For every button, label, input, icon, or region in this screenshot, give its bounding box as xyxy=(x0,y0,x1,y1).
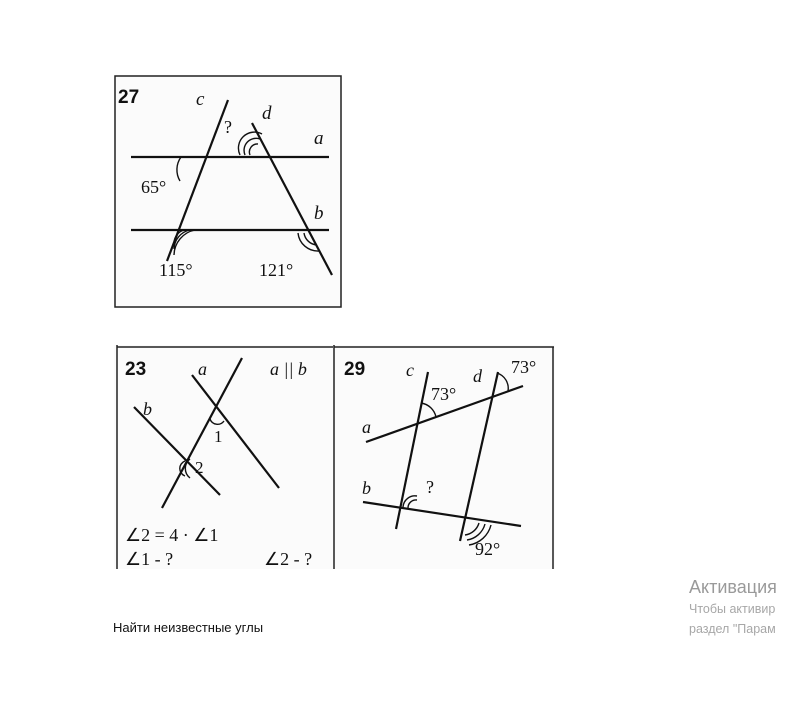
angle-1-label: 1 xyxy=(214,427,223,446)
figure-29 xyxy=(333,345,555,569)
label-d-29: d xyxy=(473,366,482,386)
arc-92-b xyxy=(467,524,485,540)
arc-73-left xyxy=(421,403,436,417)
label-a-23: a xyxy=(198,359,207,379)
arc-65 xyxy=(177,157,181,181)
arc-unknown-b xyxy=(408,500,417,508)
arc-top-b xyxy=(249,144,258,155)
activation-watermark-title: Активация xyxy=(689,577,777,597)
figure-23-drawing xyxy=(114,345,333,569)
angle-73-right: 73° xyxy=(511,357,537,377)
angle-115: 115° xyxy=(159,260,193,280)
line-a-23 xyxy=(192,375,279,488)
figure-29-number: 29 xyxy=(344,359,366,380)
arc-angle-1 xyxy=(210,419,224,424)
angle-65: 65° xyxy=(141,177,167,197)
activation-watermark-line1: Чтобы активир xyxy=(689,602,776,616)
label-c: c xyxy=(196,89,205,110)
parallel-condition: a || b xyxy=(270,359,307,379)
figure-27-drawing xyxy=(114,75,342,308)
angle-2-label: 2 xyxy=(195,458,204,477)
line-b-29 xyxy=(363,502,521,526)
task-caption: Найти неизвестные углы xyxy=(113,620,264,635)
figure-29-drawing xyxy=(333,345,555,569)
label-b-29: b xyxy=(362,478,371,498)
angle-92: 92° xyxy=(475,539,501,559)
figure-27-number: 27 xyxy=(118,87,140,108)
unknown-angle-29: ? xyxy=(426,477,434,497)
activation-watermark-line2: раздел "Парам xyxy=(689,622,776,636)
label-c-29: c xyxy=(406,360,414,380)
unknown-angle: ? xyxy=(224,117,232,137)
find-angle-2: ∠2 - ? xyxy=(264,549,313,569)
angle-121: 121° xyxy=(259,260,294,280)
figure-27 xyxy=(114,75,342,308)
label-a: a xyxy=(314,128,324,149)
arc-73-right xyxy=(497,373,508,391)
line-d-29 xyxy=(460,372,498,541)
arc-92-a xyxy=(465,523,479,535)
figure-23 xyxy=(114,345,333,569)
transversal-23 xyxy=(162,358,242,508)
label-d: d xyxy=(262,103,272,124)
find-angle-1: ∠1 - ? xyxy=(125,549,174,569)
line-c-29 xyxy=(396,372,428,529)
figure-23-number: 23 xyxy=(125,359,147,380)
arc-unknown-a xyxy=(403,496,417,507)
angle-relation: ∠2 = 4 · ∠1 xyxy=(125,525,219,545)
label-a-29: a xyxy=(362,417,371,437)
label-b-23: b xyxy=(143,399,152,419)
angle-73-left: 73° xyxy=(431,384,457,404)
label-b: b xyxy=(314,203,324,224)
